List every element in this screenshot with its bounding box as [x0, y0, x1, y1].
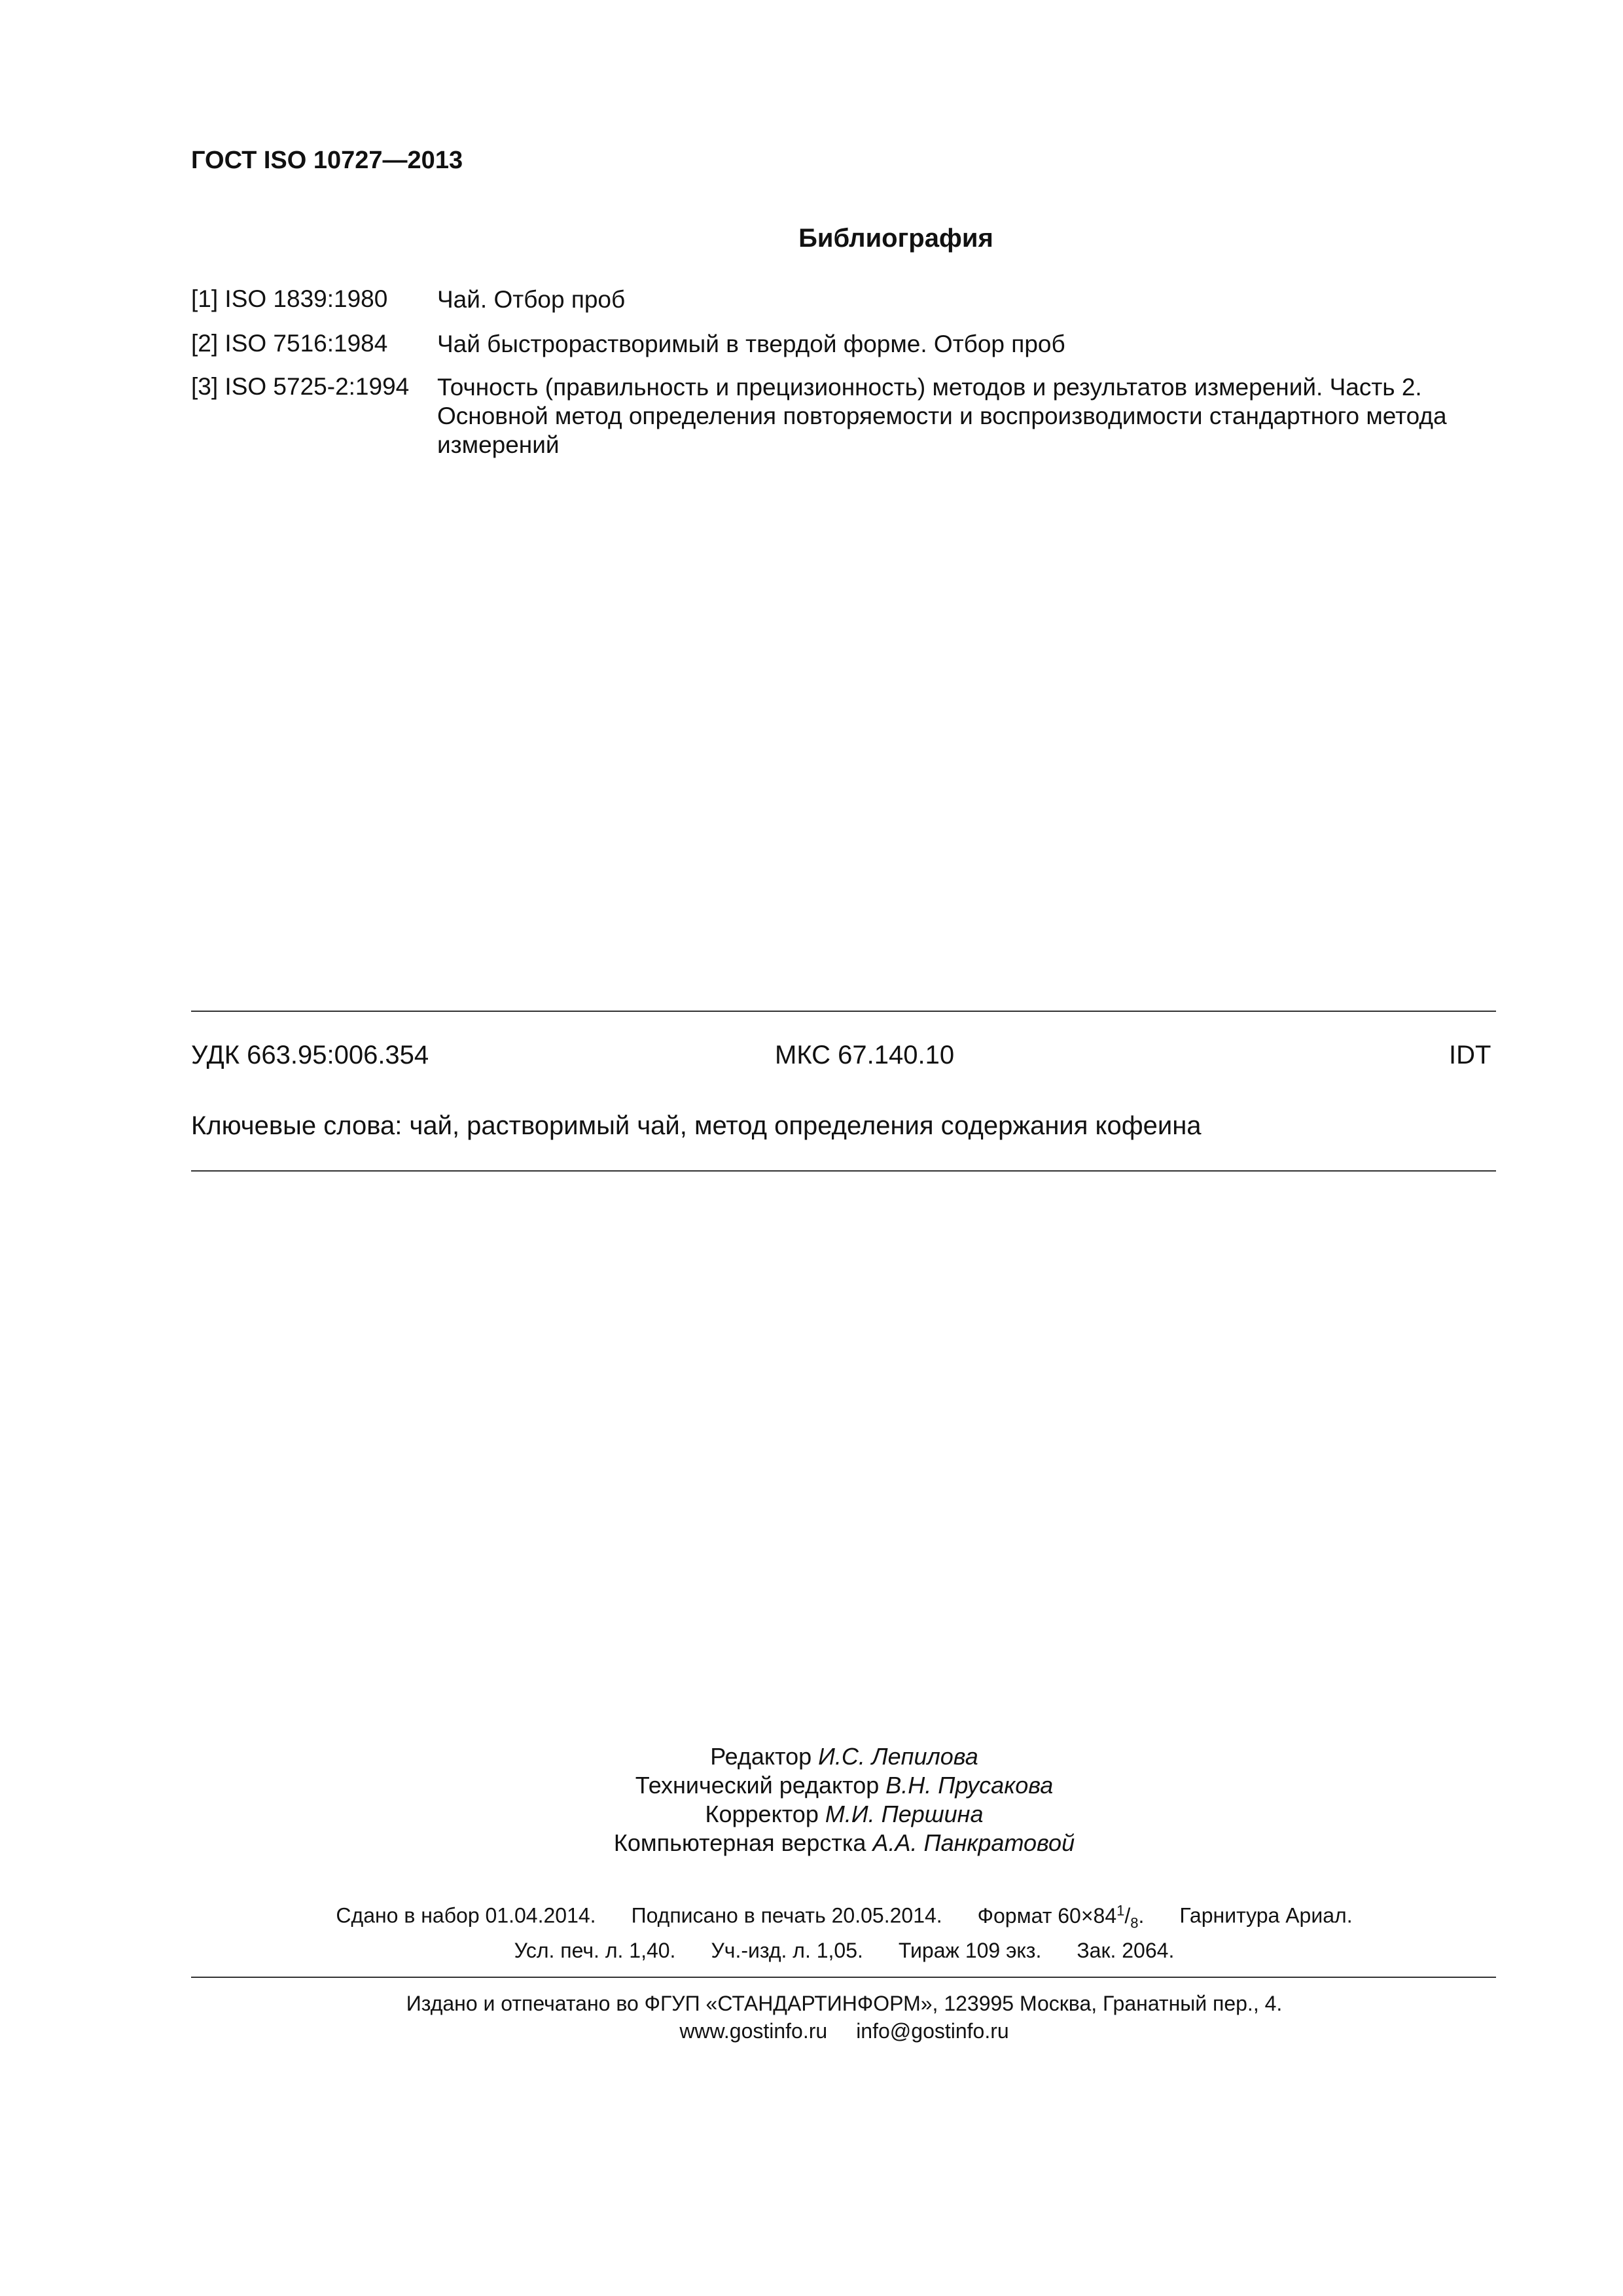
mks-code: МКС 67.140.10	[775, 1041, 955, 1069]
udk-code: УДК 663.95:006.354	[191, 1041, 429, 1069]
bibliography-ref-3: [3] ISO 5725-2:1994	[191, 373, 410, 400]
signed-date: Подписано в печать 20.05.2014.	[631, 1903, 942, 1928]
credit-editor: Редактор И.С. Лепилова	[710, 1743, 978, 1770]
publisher-block	[0, 1990, 1623, 2045]
circulation: Тираж 109 экз.	[898, 1939, 1042, 1963]
degree-of-correspondence: IDT	[1449, 1041, 1491, 1069]
document-id: ГОСТ ISO 10727—2013	[191, 147, 463, 174]
paper-format: Формат $60\times 84^1/_8$.	[977, 1902, 1145, 1931]
publisher-contacts	[0, 2017, 1623, 2045]
credit-technical-editor: Технический редактор В.Н. Прусакова	[635, 1772, 1054, 1799]
bibliography-text-2: Чай быстрорастворимый в твердой форме. Отбор проб	[437, 331, 1065, 357]
bibliography-text-1: Чай. Отбор проб	[437, 286, 626, 313]
credit-proofreader: Корректор М.И. Першина	[705, 1801, 984, 1827]
typeface: Гарнитура Ариал.	[1179, 1903, 1353, 1928]
divider-imprint	[191, 1977, 1496, 1978]
publisher-line: Издано и отпечатано во ФГУП «СТАНДАРТИНФОРМ», 123995 Москва, Гранатный пер., 4.	[406, 1992, 1283, 2015]
bibliography-ref-2: [2] ISO 7516:1984	[191, 330, 388, 357]
imprint-line-1	[0, 1897, 1623, 1937]
submitted-date: Сдано в набор 01.04.2014.	[336, 1903, 596, 1928]
divider-keywords	[191, 1170, 1496, 1172]
email-link[interactable]: info@gostinfo.ru	[856, 2019, 1009, 2043]
bibliography-ref-1: [1] ISO 1839:1980	[191, 285, 388, 312]
credit-layout: Компьютерная верстка А.А. Панкратовой	[613, 1829, 1075, 1856]
order-number: Зак. 2064.	[1077, 1939, 1175, 1963]
imprint-block	[0, 1897, 1623, 1964]
credits-block	[0, 1742, 1623, 1857]
imprint-line-2	[0, 1937, 1623, 1964]
publishing-sheets: Уч.-изд. л. 1,05.	[711, 1939, 863, 1963]
keywords: Ключевые слова: чай, растворимый чай, метод определения содержания кофеина	[191, 1111, 1202, 1140]
divider-top	[191, 1011, 1496, 1012]
website-link[interactable]: www.gostinfo.ru	[679, 2019, 828, 2043]
print-sheets: Усл. печ. л. 1,40.	[514, 1939, 676, 1963]
bibliography-text-3: Точность (правильность и прецизионность) методов и результатов измерений. Часть 2. Основной метод определения повторяемости и воспроизводимости стандартного метода измерений	[437, 374, 1447, 458]
bibliography-title: Библиография	[798, 224, 993, 253]
